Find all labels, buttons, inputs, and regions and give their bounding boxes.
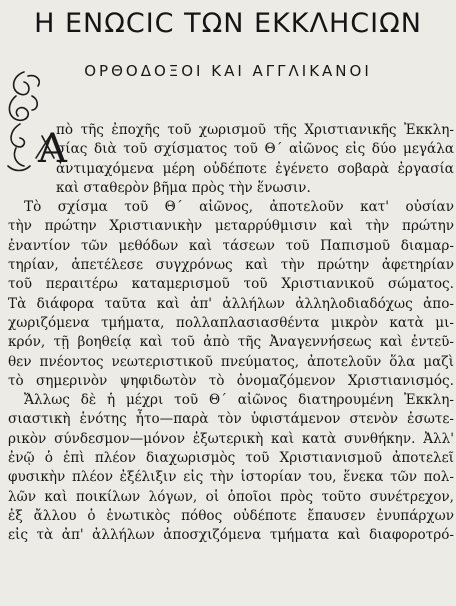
text-line: ἀντιμαχόμενα μέρη οὐδέποτε ἐγένετο σοβαρὰ ἐργασία — [56, 160, 454, 177]
text-line: ἐναντίον τῶν μεθόδων καὶ τάσεων τοῦ Παπισμοῦ διαμαρ- — [8, 237, 454, 254]
article-title: Η ΕΝΩϹΙϹ ΤΩΝ ΕΚΚΛΗϹΙΩΝ — [34, 8, 422, 39]
text-line: Τὸ σχίσμα τοῦ Θ΄ αἰῶνος, ἀποτελοῦν κατ' οὐσίαν — [24, 199, 454, 216]
text-line: καὶ σταθερὸν βῆμα πρὸς τὴν ἕνωσιν. — [56, 179, 311, 196]
text-line: σιαστικὴ ἑνότης ἦτο—παρὰ τὸν ὑφιστάμενον στενὸν ἐσωτε- — [8, 411, 454, 428]
text-line: σίας διὰ τοῦ σχίσματος τοῦ Θ΄ αἰῶνος εἰς δύο μεγάλα — [56, 141, 454, 158]
text-line: εἰς τὰ ἀπ' ἀλλήλων ἀποσχιζόμενα τμήματα καὶ διαφοροτρό- — [8, 527, 454, 544]
article-subtitle: ΟΡΘΟΔΟΞΟΙ ΚΑΙ ΑΓΓΛΙΚΑΝΟΙ — [84, 62, 372, 80]
drop-cap: Α — [38, 126, 67, 172]
text-line: ἐξ ἄλλου ὁ ἑνωτικὸς πόθος οὐδέποτε ἔπαυσεν ἐνυπάρχων — [8, 507, 454, 524]
text-line: τοῦ περαιτέρω καταμερισμοῦ τοῦ Χριστιανικοῦ σώματος. — [8, 276, 454, 293]
text-line: λῶν καὶ ποικίλων λόγων, οἱ ὁποῖοι πρὸς τοῦτο συνέτρεχον, — [8, 488, 454, 505]
article-body — [8, 121, 454, 546]
text-line: Τὰ διάφορα ταῦτα καὶ ἀπ' ἀλλήλων ἀλληλοδιαδόχως ἀπο- — [8, 295, 454, 312]
text-line: τηρίαν, ἀπετέλεσε συγχρόνως καὶ τὴν πρώτην ἀφετηρίαν — [8, 257, 454, 274]
text-line: φυσικὴν πλέον ἐξέλιξιν εἰς τὴν ἱστορίαν του, ἕνεκα τῶν πολ- — [8, 469, 454, 486]
text-line: πὸ τῆς ἐποχῆς τοῦ χωρισμοῦ τῆς Χριστιανικῆς Ἐκκλη- — [56, 122, 454, 138]
text-line: κρόν, τῇ βοηθείᾳ καὶ τοῦ ἀπὸ τῆς Ἀναγεννήσεως καὶ ἐντεῦ- — [8, 334, 454, 351]
text-line: θεν πνέοντος νεωτεριστικοῦ πνεύματος, ἀποτελοῦν ὅλα μαζὶ — [8, 353, 454, 370]
text-line: Ἄλλως δὲ ἡ μέχρι τοῦ Θ΄ αἰῶνος διατηρουμένη Ἐκκλη- — [24, 392, 454, 409]
text-line: τὸ σημερινὸν ψηφιδωτὸν τὸ ὀνομαζόμενον Χριστιανισμός. — [8, 372, 454, 389]
text-line: ἐνῷ ὁ ἐπὶ πλέον διαχωρισμὸς τοῦ Χριστιανισμοῦ ἀποτελεῖ — [8, 450, 454, 467]
text-line: τὴν πρώτην Χριστιανικὴν μεταρρύθμισιν καὶ τὴν πρώτην — [8, 218, 454, 235]
text-line: ρικὸν σύνδεσμον—μόνον ἐξωτερικὴ καὶ κατὰ συνθήκην. Ἀλλ' — [8, 430, 454, 447]
text-line: χωριζόμενα τμήματα, πολλαπλασιασθέντα μικρὸν κατὰ μι- — [8, 314, 454, 331]
